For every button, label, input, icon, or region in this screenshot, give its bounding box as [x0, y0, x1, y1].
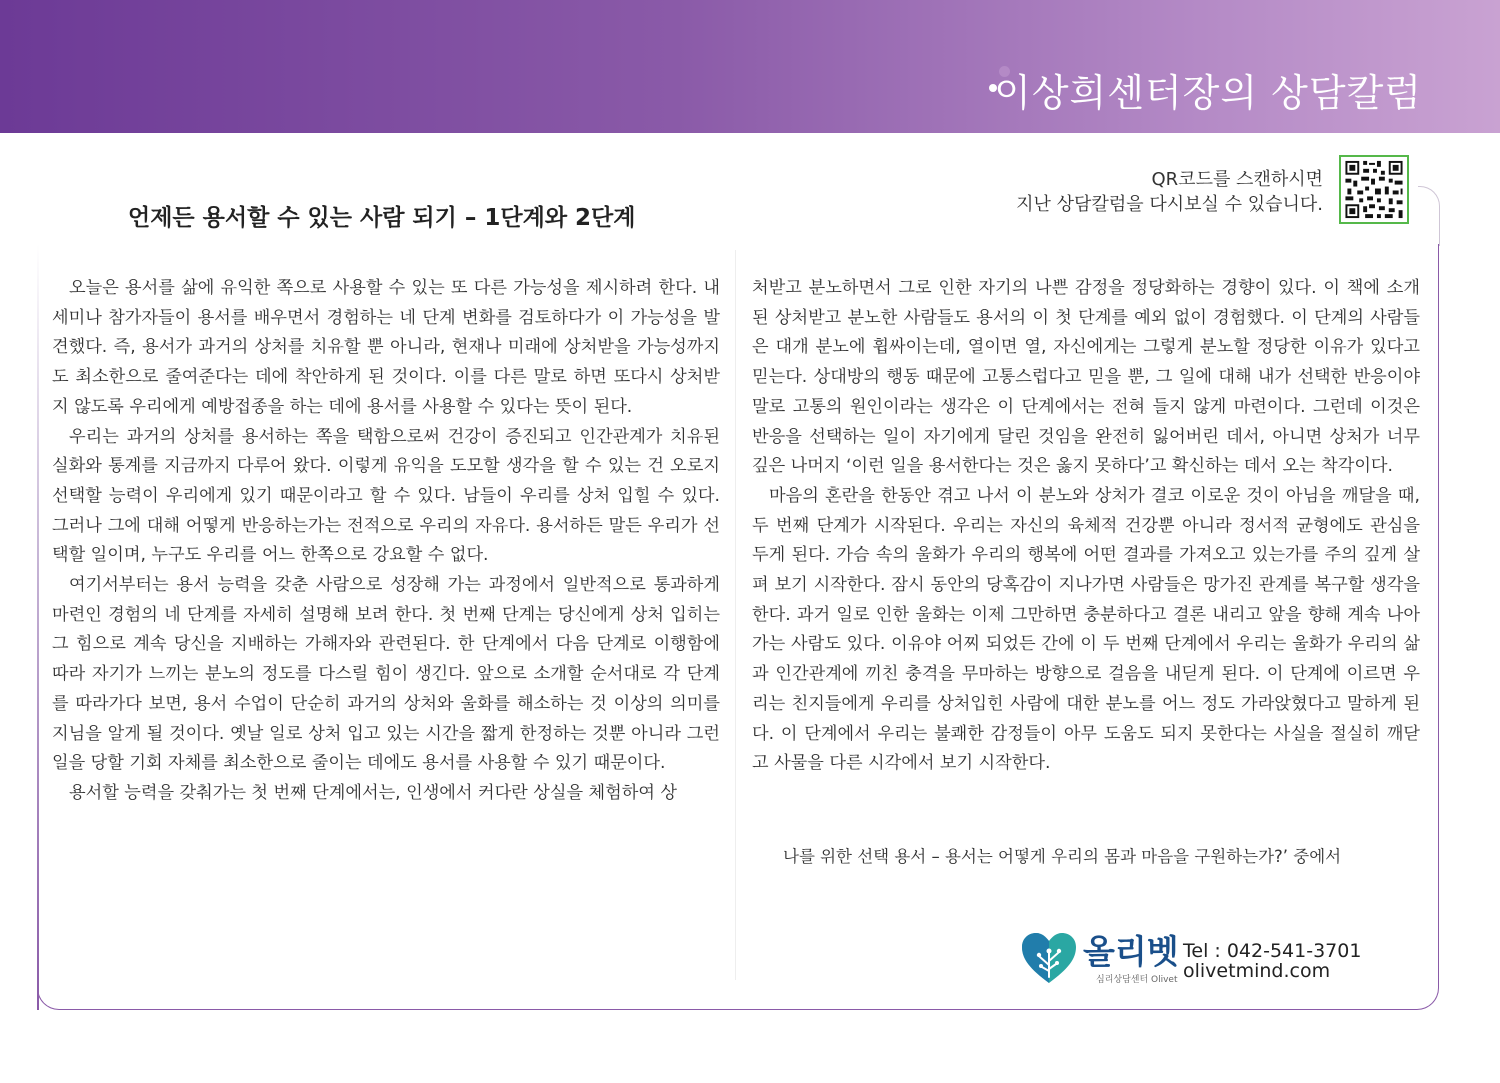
- phone-number: Tel : 042-541-3701: [1183, 940, 1362, 962]
- paragraph: 여기서부터는 용서 능력을 갖춘 사람으로 성장해 가는 과정에서 일반적으로 통과하게 마련인 경험의 네 단계를 자세히 설명해 보려 한다. 첫 번째 단계는 당신에게 상처 입히는 그 힘으로 계속 당신을 지배하는 가해자와 관련된다. 한 단계에서 다음 단계로 이행함에 따라 자기가 느끼는 분노의 정도를 다스릴 힘이 생긴다. 앞으로 소개할 순서대로 각 단계를 따라가다 보면, 용서 수업이 단순히 과거의 상처와 울화를 해소하는 것 이상의 의미를 지님을 알게 될 것이다. 옛날 일로 상처 입고 있는 시간을 짧게 한정하는 것뿐 아니라 그런 일을 당할 기회 자체를 최소한으로 줄이는 데에도 용서를 사용할 수 있기 때문이다.: [52, 575, 720, 774]
- frame-corner: [1418, 186, 1440, 246]
- paragraph: 오늘은 용서를 삶에 유익한 쪽으로 사용할 수 있는 또 다른 가능성을 제시하려 한다. 내 세미나 참가자들이 용서를 배우면서 경험하는 네 단계 변화를 검토하다가 이 가능성을 발견했다. 즉, 용서가 과거의 상처를 치유할 뿐 아니라, 현재나 미래에 상처받을 가능성까지도 최소한으로 줄여준다는 데에 착안하게 된 것이다. 이를 다른 말로 하면 또다시 상처받지 않도록 우리에게 예방접종을 하는 데에 용서를 사용할 수 있다는 뜻이 된다.: [52, 278, 720, 417]
- qr-caption-line1: QR코드를 스캔하시면: [1151, 169, 1323, 190]
- logo-name: 올리벳: [1083, 932, 1179, 971]
- left-column: [52, 274, 720, 809]
- logo-subtitle: 심리상담센터 Olivet: [1096, 975, 1178, 985]
- source-citation: 나를 위한 선택 용서 – 용서는 어떻게 우리의 몸과 마음을 구원하는가?’ 중에서: [783, 847, 1342, 866]
- paragraph: 마음의 혼란을 한동안 겪고 나서 이 분노와 상처가 결코 이로운 것이 아님을 깨달을 때, 두 번째 단계가 시작된다. 우리는 자신의 육체적 건강뿐 아니라 정서적 균형에도 관심을 두게 된다. 가슴 속의 울화가 우리의 행복에 어떤 결과를 가져오고 있는가를 주의 깊게 살펴 보기 시작한다. 잠시 동안의 당혹감이 지나가면 사람들은 망가진 관계를 복구할 생각을 한다. 과거 일로 인한 울화는 이제 그만하면 충분하다고 결론 내리고 앞을 향해 계속 나아가는 사람도 있다. 이유야 어찌 되었든 간에 이 두 번째 단계에서 우리는 울화가 우리의 삶과 인간관계에 끼친 충격을 무마하는 방향으로 걸음을 내딛게 된다. 이 단계에 이르면 우리는 친지들에게 우리를 상처입힌 사람에 대한 분노를 어느 정도 가라앉혔다고 말하게 된다. 이 단계에서 우리는 불쾌한 감정들이 아무 도움도 되지 못한다는 사실을 절실히 깨닫고 사물을 다른 시각에서 보기 시작한다.: [752, 485, 1420, 774]
- paragraph: 용서할 능력을 갖춰가는 첫 번째 단계에서는, 인생에서 커다란 상실을 체험하여 상: [69, 782, 678, 803]
- frame-left-edge: [37, 244, 39, 1010]
- qr-caption-line2: 지난 상담칼럼을 다시보실 수 있습니다.: [1016, 194, 1323, 215]
- website-link[interactable]: olivetmind.com: [1183, 960, 1331, 982]
- paragraph: 처받고 분노하면서 그로 인한 자기의 나쁜 감정을 정당화하는 경향이 있다. 이 책에 소개된 상처받고 분노한 사람들도 용서의 이 첫 단계를 예외 없이 경험했다. 이 단계의 사람들은 대개 분노에 휩싸이는데, 열이면 열, 자신에게는 그렇게 분노할 정당한 이유가 있다고 믿는다. 상대방의 행동 때문에 고통스럽다고 믿을 뿐, 그 일에 대해 내가 선택한 반응이야말로 고통의 원인이라는 생각은 이 단계에서는 전혀 들지 않게 마련이다. 그런데 이것은 반응을 선택하는 일이 자기에게 달린 것임을 완전히 잃어버린 데서, 아니면 상처가 너무 깊은 나머지 ‘이런 일을 용서한다는 것은 옳지 못하다’고 확신하는 데서 오는 착각이다.: [752, 278, 1420, 477]
- paragraph: 우리는 과거의 상처를 용서하는 쪽을 택함으로써 건강이 증진되고 인간관계가 치유된 실화와 통계를 지금까지 다루어 왔다. 이렇게 유익을 도모할 생각을 할 수 있는 건 오로지 선택할 능력이 우리에게 있기 때문이라고 할 수 있다. 남들이 우리를 상처 입힐 수 있다. 그러나 그에 대해 어떻게 반응하는가는 전적으로 우리의 자유다. 용서하든 말든 우리가 선택할 일이며, 누구도 우리를 어느 한쪽으로 강요할 수 없다.: [52, 426, 720, 566]
- article-title: 언제든 용서할 수 있는 사람 되기 – 1단계와 2단계: [128, 205, 636, 231]
- qr-caption: [1016, 167, 1323, 217]
- qr-code[interactable]: [1339, 155, 1409, 224]
- olivet-logo-icon: [1020, 931, 1078, 985]
- right-column: [752, 274, 1420, 779]
- column-divider: [735, 250, 736, 980]
- qr-code-icon: [1341, 157, 1407, 222]
- header-title: 이상희센터장의 상담칼럼: [994, 71, 1422, 115]
